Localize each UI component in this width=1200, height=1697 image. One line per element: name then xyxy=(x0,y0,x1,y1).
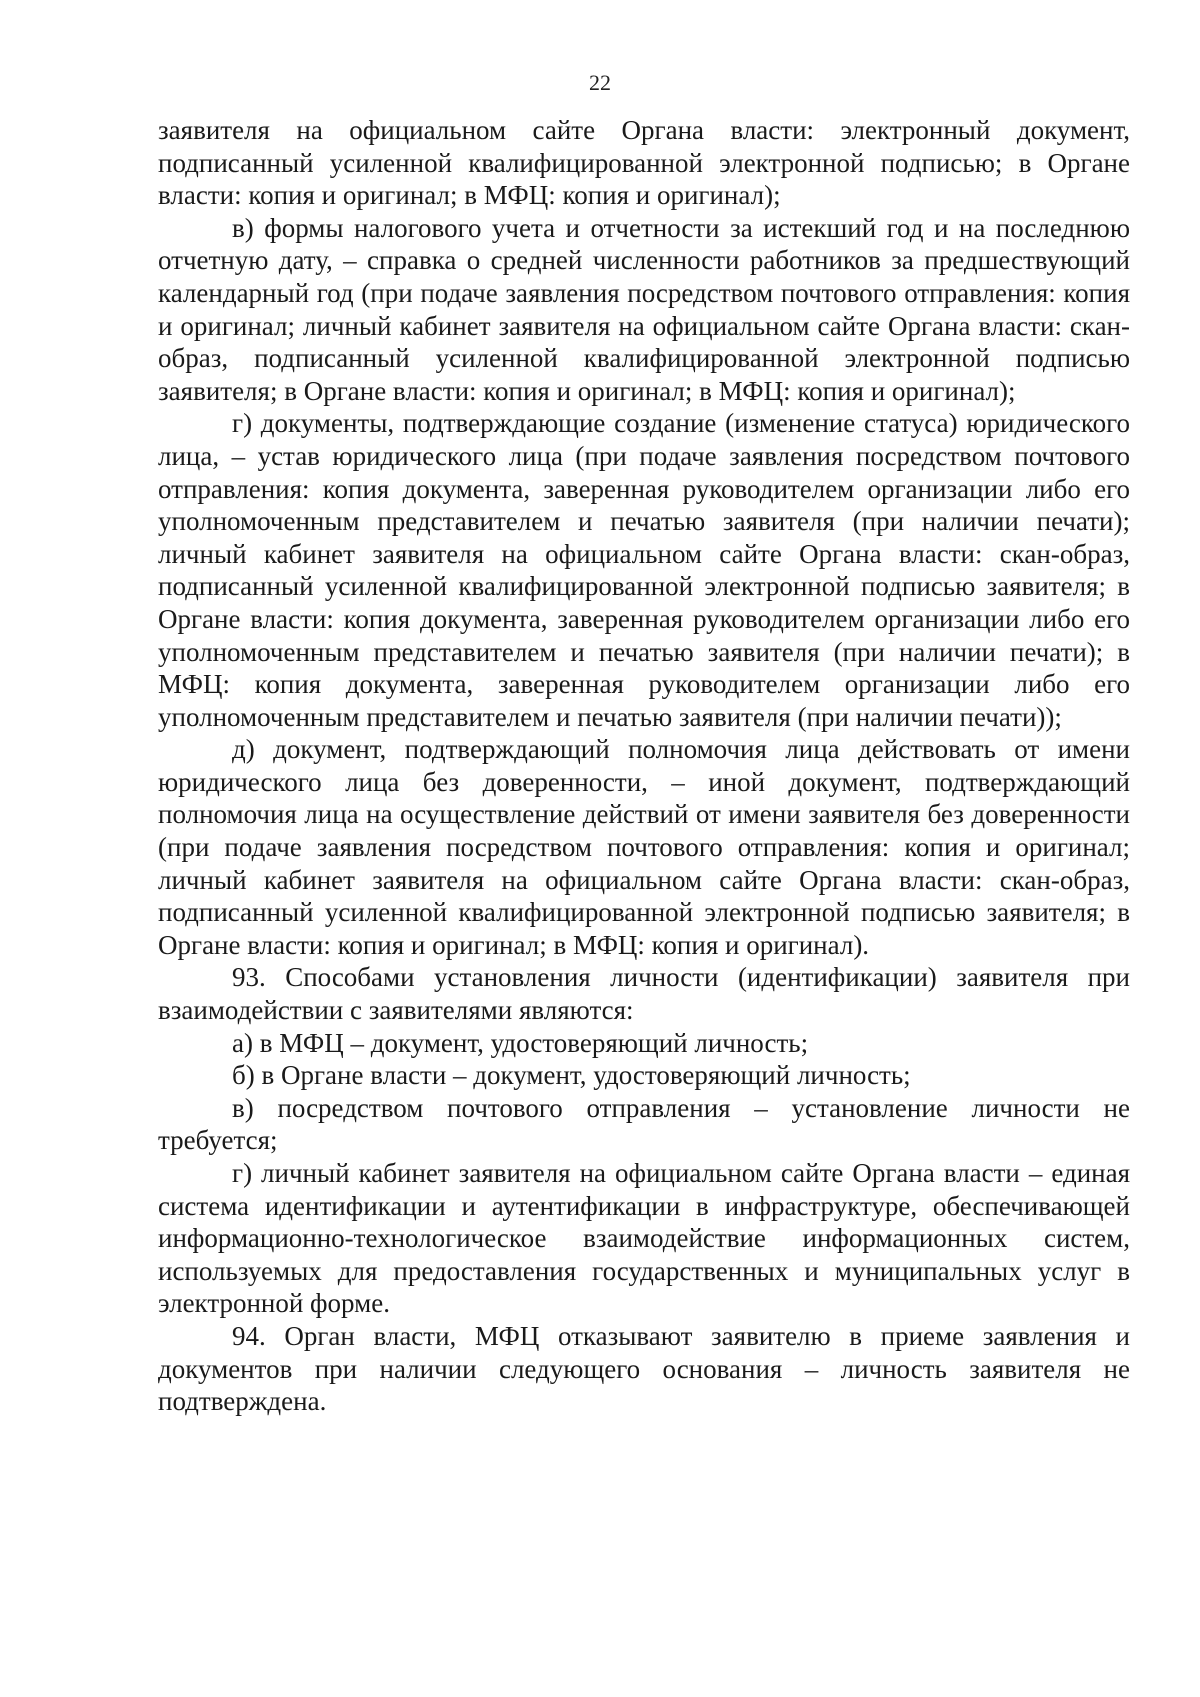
document-body xyxy=(158,114,1130,1418)
paragraph-item-g: г) документы, подтверждающие создание (изменение статуса) юридического лица, – устав юридического лица (при подаче заявления посредством почтового отправления: копия документа, заверенная руководителем организации либо его уполномоченным представителем и печатью заявителя (при наличии печати); личный кабинет заявителя на официальном сайте Органа власти: скан-образ, подписанный усиленной квалифицированной электронной подписью заявителя; в Органе власти: копия документа, заверенная руководителем организации либо его уполномоченным представителем и печатью заявителя (при наличии печати); в МФЦ: копия документа, заверенная руководителем организации либо его уполномоченным представителем и печатью заявителя (при наличии печати)); xyxy=(158,408,1130,732)
paragraph-item-d: д) документ, подтверждающий полномочия лица действовать от имени юридического лица без доверенности, – иной документ, подтверждающий полномочия лица на осуществление действий от имени заявителя без доверенности (при подаче заявления посредством почтового отправления: копия и оригинал; личный кабинет заявителя на официальном сайте Органа власти: скан-образ, подписанный усиленной квалифицированной электронной подписью заявителя; в Органе власти: копия и оригинал; в МФЦ: копия и оригинал). xyxy=(158,734,1130,960)
paragraph-94: 94. Орган власти, МФЦ отказывают заявителю в приеме заявления и документов при наличии следующего основания – личность заявителя не подтверждена. xyxy=(158,1320,1130,1417)
paragraph-93-item-g: г) личный кабинет заявителя на официальном сайте Органа власти – единая система идентификации и аутентификации в инфраструктуре, обеспечивающей информационно-технологическое взаимодействие информационных систем, используемых для предоставления государственных и муниципальных услуг в электронной форме. xyxy=(158,1158,1130,1319)
page-number: 22 xyxy=(589,70,611,95)
paragraph-93-item-a: а) в МФЦ – документ, удостоверяющий личность; xyxy=(232,1027,809,1058)
paragraph-93: 93. Способами установления личности (идентификации) заявителя при взаимодействии с заявителями являются: xyxy=(158,962,1130,1026)
paragraph-93-item-v: в) посредством почтового отправления – установление личности не требуется; xyxy=(158,1092,1130,1156)
paragraph-continuation: заявителя на официальном сайте Органа власти: электронный документ, подписанный усиленной квалифицированной электронной подписью; в Органе власти: копия и оригинал; в МФЦ: копия и оригинал); xyxy=(158,115,1130,211)
paragraph-93-item-b: б) в Органе власти – документ, удостоверяющий личность; xyxy=(232,1060,911,1091)
paragraph-item-v: в) формы налогового учета и отчетности за истекший год и на последнюю отчетную дату, – справка о средней численности работников за предшествующий календарный год (при подаче заявления посредством почтового отправления: копия и оригинал; личный кабинет заявителя на официальном сайте Органа власти: скан-образ, подписанный усиленной квалифицированной электронной подписью заявителя; в Органе власти: копия и оригинал; в МФЦ: копия и оригинал); xyxy=(158,212,1130,406)
